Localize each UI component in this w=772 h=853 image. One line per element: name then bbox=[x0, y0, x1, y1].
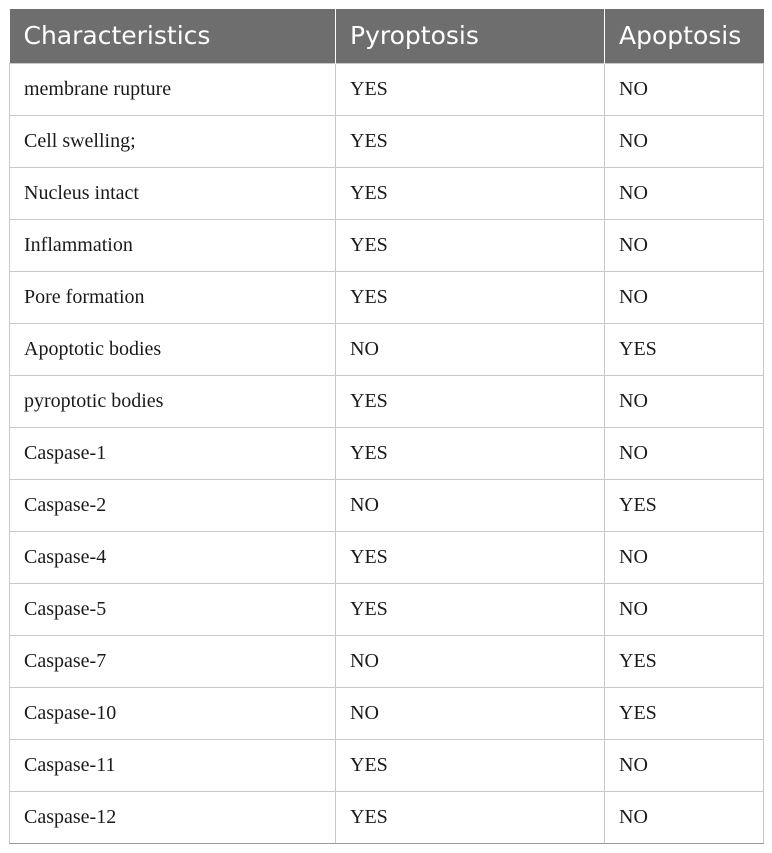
cell-pyroptosis: YES bbox=[336, 271, 605, 323]
cell-apoptosis: NO bbox=[605, 427, 764, 479]
table-row bbox=[10, 635, 764, 687]
cell-apoptosis: NO bbox=[605, 219, 764, 271]
table-body bbox=[10, 63, 764, 843]
cell-pyroptosis: YES bbox=[336, 63, 605, 115]
cell-apoptosis: NO bbox=[605, 791, 764, 843]
cell-apoptosis: NO bbox=[605, 739, 764, 791]
cell-pyroptosis: YES bbox=[336, 375, 605, 427]
cell-apoptosis: YES bbox=[605, 479, 764, 531]
cell-apoptosis: YES bbox=[605, 323, 764, 375]
header-characteristics: Characteristics bbox=[10, 9, 336, 63]
table-header bbox=[10, 9, 764, 63]
cell-apoptosis: NO bbox=[605, 271, 764, 323]
cell-pyroptosis: NO bbox=[336, 323, 605, 375]
cell-pyroptosis: YES bbox=[336, 583, 605, 635]
table-row bbox=[10, 271, 764, 323]
table-row bbox=[10, 687, 764, 739]
cell-characteristic: Inflammation bbox=[10, 219, 336, 271]
table-row bbox=[10, 583, 764, 635]
cell-apoptosis: NO bbox=[605, 167, 764, 219]
cell-characteristic: Caspase-4 bbox=[10, 531, 336, 583]
header-pyroptosis: Pyroptosis bbox=[336, 9, 605, 63]
cell-characteristic: Caspase-11 bbox=[10, 739, 336, 791]
cell-pyroptosis: YES bbox=[336, 531, 605, 583]
header-row bbox=[10, 9, 764, 63]
table-row bbox=[10, 427, 764, 479]
cell-apoptosis: NO bbox=[605, 375, 764, 427]
cell-characteristic: Caspase-12 bbox=[10, 791, 336, 843]
cell-apoptosis: YES bbox=[605, 635, 764, 687]
table-row bbox=[10, 219, 764, 271]
table-row bbox=[10, 115, 764, 167]
table-row bbox=[10, 791, 764, 843]
header-apoptosis: Apoptosis bbox=[605, 9, 764, 63]
cell-characteristic: pyroptotic bodies bbox=[10, 375, 336, 427]
cell-apoptosis: NO bbox=[605, 63, 764, 115]
table-row bbox=[10, 739, 764, 791]
cell-apoptosis: YES bbox=[605, 687, 764, 739]
cell-apoptosis: NO bbox=[605, 583, 764, 635]
cell-pyroptosis: YES bbox=[336, 219, 605, 271]
cell-pyroptosis: YES bbox=[336, 427, 605, 479]
cell-apoptosis: NO bbox=[605, 531, 764, 583]
cell-pyroptosis: YES bbox=[336, 739, 605, 791]
cell-characteristic: Cell swelling; bbox=[10, 115, 336, 167]
cell-characteristic: Caspase-7 bbox=[10, 635, 336, 687]
comparison-table-container bbox=[9, 9, 763, 844]
cell-pyroptosis: NO bbox=[336, 479, 605, 531]
cell-pyroptosis: NO bbox=[336, 687, 605, 739]
table-row bbox=[10, 531, 764, 583]
cell-characteristic: membrane rupture bbox=[10, 63, 336, 115]
table-row bbox=[10, 375, 764, 427]
cell-characteristic: Caspase-10 bbox=[10, 687, 336, 739]
cell-characteristic: Nucleus intact bbox=[10, 167, 336, 219]
cell-characteristic: Caspase-2 bbox=[10, 479, 336, 531]
cell-characteristic: Apoptotic bodies bbox=[10, 323, 336, 375]
table-row bbox=[10, 323, 764, 375]
table-row bbox=[10, 479, 764, 531]
cell-pyroptosis: YES bbox=[336, 791, 605, 843]
cell-characteristic: Caspase-5 bbox=[10, 583, 336, 635]
cell-pyroptosis: YES bbox=[336, 167, 605, 219]
cell-pyroptosis: NO bbox=[336, 635, 605, 687]
table-row bbox=[10, 63, 764, 115]
comparison-table bbox=[9, 9, 764, 844]
cell-apoptosis: NO bbox=[605, 115, 764, 167]
cell-characteristic: Caspase-1 bbox=[10, 427, 336, 479]
table-row bbox=[10, 167, 764, 219]
cell-pyroptosis: YES bbox=[336, 115, 605, 167]
cell-characteristic: Pore formation bbox=[10, 271, 336, 323]
